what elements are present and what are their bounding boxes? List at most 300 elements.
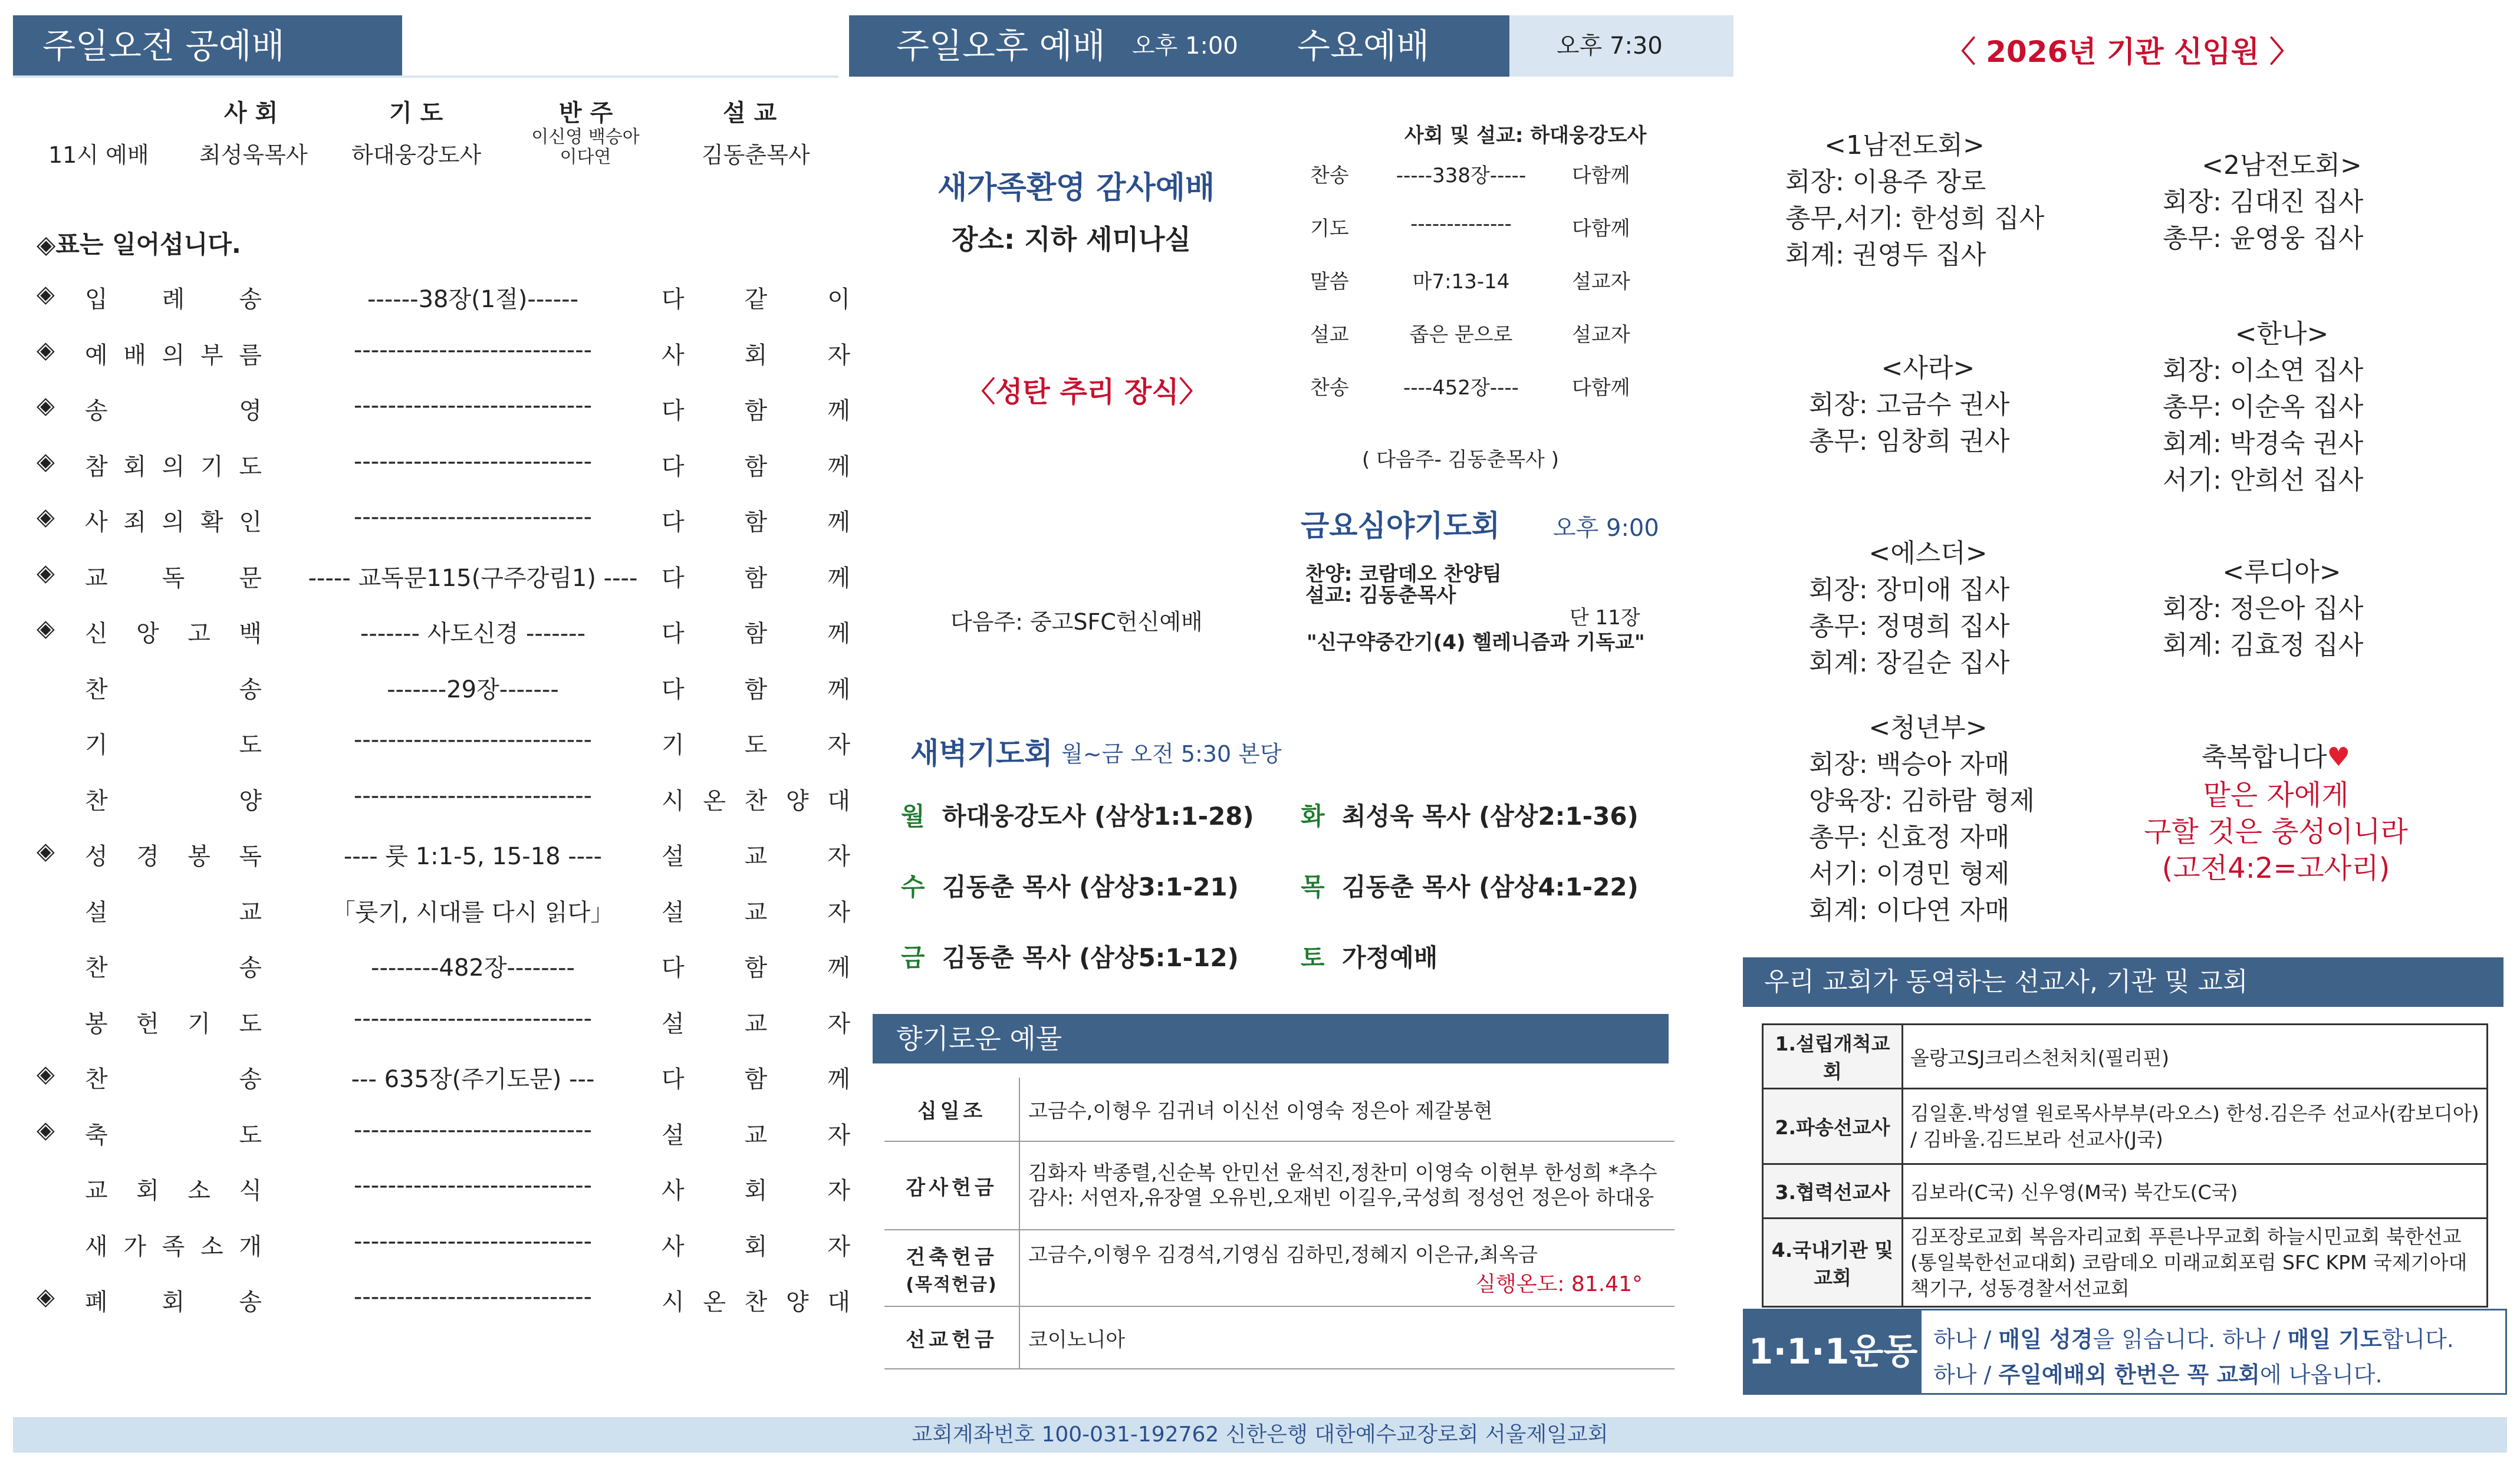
officer-group-title: <에스더>: [1868, 538, 1988, 568]
order-item-who: [662, 1228, 850, 1262]
glyph: 온: [703, 1289, 726, 1316]
officer-group-title: <청년부>: [1868, 713, 1988, 743]
offering-names: [1019, 1230, 1674, 1306]
order-row: [37, 782, 850, 818]
glyph: 독: [239, 843, 262, 870]
service-leader: 최성욱목사: [199, 142, 308, 168]
wednesday-service-time: 오후 7:30: [1557, 32, 1663, 60]
glyph: 죄: [123, 509, 146, 536]
stand-mark: ◈: [37, 281, 55, 308]
officer-group-title: <2남전도회>: [2202, 150, 2362, 180]
order-item-who: [662, 1117, 850, 1150]
glyph: 온: [703, 787, 726, 815]
order-item-detail: ----------------------------: [353, 1227, 593, 1255]
glyph: 교: [744, 1010, 768, 1038]
glyph: 회: [744, 1233, 768, 1260]
glyph: 이: [827, 286, 850, 313]
wed-item-who: 설교자: [1572, 270, 1630, 294]
glyph: 함: [744, 954, 768, 982]
blessing-text: [2134, 736, 2417, 773]
dawn-leader: 가정예배: [1342, 943, 1438, 972]
mission-text: 김포장로교회 복음자리교회 푸른나무교회 하늘시민교회 북한선교(통일북한선교대회) 코람데오 미래교회포럼 SFC KPM 국제기아대책기구, 성동경찰서선교회: [1903, 1219, 2488, 1307]
mission-table: [1762, 1023, 2488, 1308]
glyph: 례: [162, 286, 185, 313]
wed-item-name: 기도: [1310, 217, 1349, 241]
offering-row: [884, 1078, 1674, 1141]
glyph: 설: [662, 1010, 685, 1038]
service-time: 11시 예배: [48, 142, 149, 168]
dawn-day: 화: [1301, 802, 1325, 831]
order-row: [37, 336, 850, 372]
order-row: [37, 1172, 850, 1207]
glyph: 자: [827, 1010, 850, 1038]
glyph: 사: [662, 1177, 685, 1204]
dawn-time: 월~금 오전 5:30 본당: [1061, 741, 1282, 767]
glyph: 함: [744, 453, 768, 480]
order-item-detail: --- 635장(주기도문) ---: [351, 1066, 595, 1093]
glyph: 찬: [85, 954, 108, 982]
officer-line: 회계: 권영두 집사: [1785, 240, 1986, 270]
stand-mark: ◈: [37, 392, 55, 419]
officer-line: 서기: 이경민 형제: [1809, 859, 2010, 889]
dawn-leader: 하대웅강도사 (삼상1:1-28): [942, 802, 1254, 831]
officer-line: 회장: 장미애 집사: [1809, 575, 2010, 605]
footer-text: 교회계좌번호 100-031-192762 신한은행 대한예수교장로회 서울제일교회: [912, 1423, 1608, 1447]
glyph: 시: [662, 787, 685, 815]
service-preacher: 김동춘목사: [702, 142, 810, 168]
service-prayer: 하대웅강도사: [351, 142, 482, 168]
order-item-who: [662, 782, 850, 816]
offering-banner: [873, 1014, 1669, 1063]
afternoon-service-time: 오후 1:00: [1132, 32, 1238, 60]
officer-line: 회계: 박경숙 권사: [2163, 429, 2364, 459]
glyph: 자: [827, 1233, 850, 1260]
order-item-detail: ----------------------------: [353, 782, 593, 809]
wed-item-detail: -----338장-----: [1396, 164, 1527, 187]
order-item-name: [85, 337, 262, 370]
glyph: 찬: [85, 1066, 108, 1093]
glyph: 확: [200, 509, 223, 536]
glyph: 도: [744, 732, 768, 759]
verse-reference: (고전4:2=고사리): [2162, 852, 2390, 885]
order-item-name: [85, 281, 262, 314]
officer-line: 회계: 이다연 자매: [1809, 895, 2010, 926]
stand-mark: ◈: [37, 336, 55, 364]
heart-icon: ♥: [2327, 742, 2350, 772]
glyph: 양: [239, 787, 262, 815]
verse-line-1: 맡은 자에게: [2203, 779, 2349, 812]
glyph: 폐: [85, 1289, 108, 1316]
mission-banner: [1743, 957, 2503, 1007]
glyph: 교: [85, 1177, 108, 1204]
order-row: [37, 726, 850, 762]
order-row: [37, 559, 850, 595]
order-item-name: [85, 894, 262, 927]
glyph: 문: [239, 564, 262, 592]
dawn-leader: 김동춘 목사 (삼상5:1-12): [942, 943, 1239, 972]
glyph: 다: [662, 397, 685, 424]
glyph: 신: [85, 620, 108, 647]
offering-label: [884, 1230, 1019, 1306]
order-item-who: [662, 726, 850, 760]
glyph: 자: [827, 732, 850, 759]
mission-label: 3.협력선교사: [1763, 1164, 1903, 1219]
glyph: 양: [785, 787, 809, 815]
glyph: 다: [662, 564, 685, 592]
wed-item-detail: --------------: [1410, 212, 1512, 236]
morning-service-title: 주일오전 공예배: [42, 26, 285, 66]
glyph: 함: [744, 1066, 768, 1093]
order-row: [37, 447, 850, 483]
friday-topic: "신구약중간기(4) 헬레니즘과 기독교": [1307, 631, 1645, 654]
glyph: 예: [85, 341, 108, 369]
officer-group-title: <사라>: [1881, 353, 1975, 383]
order-item-name: [85, 503, 262, 537]
order-item-name: [85, 448, 262, 482]
glyph: 식: [239, 1177, 262, 1204]
friday-time: 오후 9:00: [1553, 515, 1659, 542]
friday-praise: 찬양: 코람데오 찬양팀: [1305, 562, 1502, 586]
movement-emph: 주일예배외 한번은 꼭 교회: [1998, 1362, 2260, 1388]
glyph: 기: [200, 453, 223, 480]
officer-line: 총무: 임창희 권사: [1809, 426, 2010, 456]
movement-text: 하나 /: [1933, 1362, 1999, 1388]
offering-names: 김화자 박종렬,신순복 안민선 윤석진,정찬미 이영숙 이현부 한성희 *추수감사: 서연자,유장열 오유빈,오재빈 이길우,국성희 정성언 정은아 하대웅: [1019, 1141, 1674, 1230]
glyph: 헌: [136, 1010, 159, 1038]
glyph: 찬: [744, 787, 768, 815]
glyph: 도: [239, 1121, 262, 1149]
event-title: 〈성탄 추리 장식〉: [967, 376, 1208, 409]
offering-label: 감사헌금: [884, 1141, 1019, 1230]
glyph: 대: [827, 1289, 850, 1316]
offering-table: [884, 1078, 1674, 1369]
glyph: 회: [744, 341, 768, 369]
order-item-who: [662, 1172, 850, 1206]
order-item-name: [85, 1061, 262, 1094]
order-item-name: [85, 782, 262, 816]
glyph: 의: [162, 453, 185, 480]
glyph: 찬: [85, 787, 108, 815]
wed-item-name: 설교: [1310, 323, 1349, 347]
dawn-day: 목: [1301, 872, 1325, 901]
movement-label: 1·1·1운동: [1745, 1310, 1922, 1393]
glyph: 입: [85, 286, 108, 313]
order-item-name: [85, 1228, 262, 1262]
officer-group-title: <루디아>: [2222, 557, 2341, 587]
glyph: 송: [85, 397, 108, 424]
glyph: 송: [239, 286, 262, 313]
header-accompany: 반 주: [559, 100, 613, 127]
stand-mark: ◈: [37, 503, 55, 531]
order-row: [37, 894, 850, 929]
glyph: 다: [662, 954, 685, 982]
glyph: 자: [827, 843, 850, 870]
glyph: 사: [662, 341, 685, 369]
offering-row: [884, 1306, 1674, 1369]
glyph: 봉: [85, 1010, 108, 1038]
glyph: 사: [85, 509, 108, 536]
order-item-who: [662, 448, 850, 482]
order-item-name: [85, 559, 262, 593]
order-item-detail: ----------------------------: [353, 1283, 593, 1310]
glyph: 께: [827, 509, 850, 536]
order-item-detail: ----------------------------: [353, 1005, 593, 1032]
glyph: 찬: [85, 676, 108, 703]
glyph: 자: [827, 1121, 850, 1149]
offering-label-main: 건축헌금: [906, 1245, 998, 1269]
header-preacher: 설 교: [723, 100, 777, 127]
glyph: 함: [744, 620, 768, 647]
order-row: [37, 615, 850, 650]
glyph: 자: [827, 341, 850, 369]
order-item-name: [85, 1283, 262, 1317]
order-item-name: [85, 392, 262, 426]
glyph: 함: [744, 397, 768, 424]
glyph: 송: [239, 676, 262, 703]
offering-banner-title: 향기로운 예물: [896, 1023, 1062, 1055]
glyph: 함: [744, 564, 768, 592]
officer-line: 회장: 정은아 집사: [2163, 594, 2364, 624]
stand-mark: ◈: [37, 838, 55, 865]
glyph: 도: [239, 732, 262, 759]
officer-line: 회장: 이용주 장로: [1785, 167, 1986, 197]
glyph: 기: [662, 732, 685, 759]
glyph: 교: [744, 898, 768, 926]
order-item-detail: ----------------------------: [353, 392, 593, 419]
order-row: [37, 281, 850, 316]
order-item-detail: ----------------------------: [353, 503, 593, 531]
glyph: 참: [85, 453, 108, 480]
mission-row: [1763, 1164, 2488, 1219]
glyph: 다: [662, 509, 685, 536]
movement-box: [1743, 1309, 2507, 1395]
wednesday-next: ( 다음주- 김동춘목사 ): [1362, 448, 1559, 472]
movement-text: 에 나옵니다.: [2259, 1362, 2383, 1388]
glyph: 의: [162, 509, 185, 536]
glyph: 름: [239, 341, 262, 369]
mission-row: [1763, 1089, 2488, 1164]
glyph: 의: [162, 341, 185, 369]
glyph: 인: [239, 509, 262, 536]
dawn-day: 수: [901, 872, 925, 901]
offering-names: 코이노니아: [1019, 1306, 1674, 1369]
order-item-who: [662, 392, 850, 426]
officer-line: 총무: 정명희 집사: [1809, 611, 2010, 641]
officer-line: 회장: 백승아 자매: [1809, 749, 2010, 779]
order-item-detail: ------38장(1절)------: [367, 286, 579, 313]
order-row: [37, 1116, 850, 1152]
glyph: 새: [85, 1233, 108, 1260]
glyph: 소: [187, 1177, 210, 1204]
order-item-who: [662, 671, 850, 704]
glyph: 께: [827, 676, 850, 703]
glyph: 께: [827, 954, 850, 982]
afternoon-service-title: 주일오후 예배: [896, 26, 1106, 66]
officer-line: 총무: 이순옥 집사: [2163, 392, 2364, 422]
order-item-name: [85, 1117, 262, 1150]
dawn-title: 새벽기도회: [910, 736, 1053, 770]
glyph: 함: [744, 509, 768, 536]
order-item-who: [662, 949, 850, 983]
dawn-day: 금: [901, 943, 925, 972]
stand-mark: ◈: [37, 559, 55, 587]
glyph: 소: [200, 1233, 223, 1260]
glyph: 배: [123, 341, 146, 369]
glyph: 사: [662, 1233, 685, 1260]
officer-line: 서기: 안희선 집사: [2163, 465, 2364, 495]
mission-label: 1.설립개척교회: [1763, 1025, 1903, 1089]
wed-item-detail: 좁은 문으로: [1409, 323, 1513, 347]
movement-text: 합니다.: [2381, 1326, 2454, 1352]
glyph: 자: [827, 898, 850, 926]
stand-note: ◈표는 일어섭니다.: [37, 230, 241, 259]
wed-item-name: 말씀: [1310, 270, 1349, 294]
glyph: 축: [85, 1121, 108, 1149]
glyph: 께: [827, 564, 850, 592]
glyph: 족: [162, 1233, 185, 1260]
order-item-detail: ------- 사도신경 -------: [360, 620, 586, 647]
stand-mark: ◈: [37, 1116, 55, 1144]
order-row: [37, 949, 850, 984]
offering-label-sub: (목적헌금): [906, 1274, 998, 1295]
dawn-leader: 김동춘 목사 (삼상3:1-21): [942, 872, 1239, 901]
mission-banner-title: 우리 교회가 동역하는 선교사, 기관 및 교회: [1764, 967, 2248, 997]
offering-label: 선교헌금: [884, 1306, 1019, 1369]
glyph: 기: [187, 1010, 210, 1038]
header-leader: 사 회: [224, 100, 278, 127]
officer-line: 회계: 김효정 집사: [2163, 630, 2364, 660]
movement-line-1: [1933, 1321, 2454, 1354]
service-accompany: 이신영 백승아 이다연: [531, 127, 640, 167]
wed-item-who: 설교자: [1572, 323, 1630, 347]
order-item-who: [662, 281, 850, 314]
order-item-name: [85, 838, 262, 871]
order-item-detail: ---- 룻 1:1-5, 15-18 ----: [343, 843, 603, 870]
glyph: 영: [239, 397, 262, 424]
footer-bar: [13, 1417, 2507, 1453]
friday-sermon: 설교: 김동춘목사: [1305, 584, 1456, 607]
glyph: 독: [162, 564, 185, 592]
order-item-detail: ----------------------------: [353, 1172, 593, 1199]
friday-title: 금요심야기도회: [1301, 509, 1501, 543]
wed-item-who: 다함께: [1572, 376, 1630, 400]
order-item-detail: ----------------------------: [353, 447, 593, 475]
offering-label: 십일조: [884, 1078, 1019, 1141]
glyph: 송: [239, 1289, 262, 1316]
stand-mark: ◈: [37, 447, 55, 475]
glyph: 설: [662, 843, 685, 870]
glyph: 설: [662, 898, 685, 926]
offering-row: [884, 1230, 1674, 1306]
glyph: 경: [136, 843, 159, 870]
dawn-day: 월: [901, 802, 925, 831]
order-item-who: [662, 503, 850, 537]
order-item-name: [85, 726, 262, 760]
glyph: 자: [827, 1177, 850, 1204]
order-item-detail: ----------------------------: [353, 1116, 593, 1144]
wednesday-time-banner: [1509, 15, 1733, 77]
officer-group-title: <한나>: [2235, 319, 2329, 349]
glyph: 부: [200, 341, 223, 369]
wed-item-detail: ----452장----: [1403, 376, 1519, 400]
mission-text: 김일훈.박성열 원로목사부부(라오스) 한성.김은주 선교사(캄보디아) / 김바울.김드보라 선교사(J국): [1903, 1089, 2488, 1164]
mission-row: [1763, 1025, 2488, 1089]
order-item-who: [662, 1061, 850, 1094]
wed-item-name: 찬송: [1310, 376, 1349, 400]
order-item-who: [662, 838, 850, 871]
mission-row: [1763, 1219, 2488, 1307]
officer-line: 총무: 윤영웅 집사: [2163, 223, 2364, 253]
order-item-detail: ----- 교독문115(구주강림1) ----: [308, 564, 638, 592]
glyph: 회: [123, 453, 146, 480]
officer-line: 회장: 이소연 집사: [2163, 355, 2364, 386]
order-row: [37, 671, 850, 706]
glyph: 기: [85, 732, 108, 759]
order-row: [37, 1283, 850, 1319]
order-row: [37, 503, 850, 539]
officer-group-title: <1남전도회>: [1824, 130, 1985, 160]
header-prayer: 기 도: [389, 100, 443, 127]
dawn-leader: 김동춘 목사 (삼상4:1-22): [1342, 872, 1639, 901]
glyph: 찬: [744, 1289, 768, 1316]
glyph: 백: [239, 620, 262, 647]
glyph: 앙: [136, 620, 159, 647]
mission-text: 김보라(C국) 신우영(M국) 북간도(C국): [1903, 1164, 2488, 1219]
order-row: [37, 392, 850, 427]
order-item-who: [662, 337, 850, 370]
wednesday-service-title: 수요예배: [1297, 26, 1430, 66]
glyph: 다: [662, 620, 685, 647]
morning-service-banner: [13, 15, 402, 77]
stand-mark: ◈: [37, 615, 55, 642]
glyph: 양: [785, 1289, 809, 1316]
order-item-who: [662, 559, 850, 593]
service-place: 장소: 지하 세미나실: [952, 223, 1191, 255]
glyph: 께: [827, 1066, 850, 1093]
glyph: 도: [239, 1010, 262, 1038]
order-row: [37, 838, 850, 873]
verse-line-2: 구할 것은 충성이니라: [2144, 815, 2408, 848]
dawn-day: 토: [1301, 943, 1325, 972]
movement-emph: 매일 성경: [1998, 1326, 2093, 1352]
offering-temperature: 실행온도: 81.41°: [1475, 1272, 1643, 1296]
order-item-who: [662, 1005, 850, 1039]
officers-title: 〈 2026년 기관 신임원 〉: [1946, 35, 2299, 69]
afternoon-banner: [849, 15, 1509, 77]
glyph: 설: [662, 1121, 685, 1149]
order-item-name: [85, 1172, 262, 1206]
order-item-who: [662, 894, 850, 927]
glyph: 고: [187, 620, 210, 647]
glyph: 교: [85, 564, 108, 592]
order-item-name: [85, 1005, 262, 1039]
service-title: 새가족환영 감사예배: [937, 170, 1215, 206]
order-item-detail: ----------------------------: [353, 336, 593, 364]
order-item-detail: ----------------------------: [353, 726, 593, 753]
offering-row: [884, 1141, 1674, 1230]
wednesday-leader: 사회 및 설교: 하대웅강도사: [1404, 124, 1647, 147]
glyph: 교: [744, 1121, 768, 1149]
glyph: 께: [827, 397, 850, 424]
friday-unit: 단 11장: [1570, 606, 1640, 630]
blessing-word: 축복합니다: [2202, 742, 2327, 772]
order-row: [37, 1227, 850, 1263]
stand-mark: ◈: [37, 1283, 55, 1310]
glyph: 봉: [187, 843, 210, 870]
mission-label: 2.파송선교사: [1763, 1089, 1903, 1164]
glyph: 교: [239, 898, 262, 926]
order-item-detail: -------29장-------: [387, 676, 559, 703]
